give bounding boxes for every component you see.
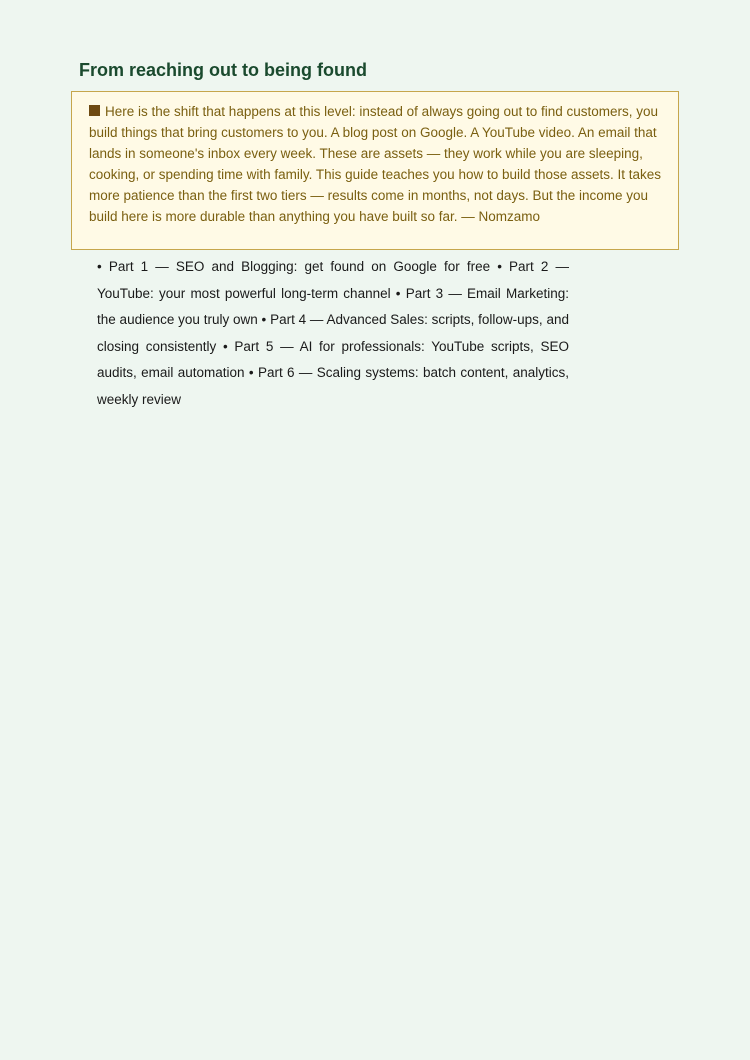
intro-callout-box [71,91,679,250]
parts-list-paragraph: • Part 1 — SEO and Blogging: get found on Google for free • Part 2 — YouTube: your most powerful long-term channel • Part 3 — Email Marketing: the audience you truly own • Part 4 — Advanced Sales: scripts, follow-ups, and closing consistently • Part 5 — AI for professionals: YouTube scripts, SEO audits, email automation • Part 6 — Scaling systems: batch content, analytics, weekly review [97,259,569,407]
section-title: From reaching out to being found [79,60,367,80]
square-bullet-icon [89,105,100,116]
callout-paragraph [89,101,666,227]
callout-text: Here is the shift that happens at this level: instead of always going out to find customers, you build things that bring customers to you. A blog post on Google. A YouTube video. An email that lands in someone's inbox every week. These are assets — they work while you are sleeping, cooking, or spending time with family. This guide teaches you how to build those assets. It takes more patience than the first two tiers — results come in months, not days. But the income you build here is more durable than anything you have built so far. — Nomzamo [89,104,662,224]
